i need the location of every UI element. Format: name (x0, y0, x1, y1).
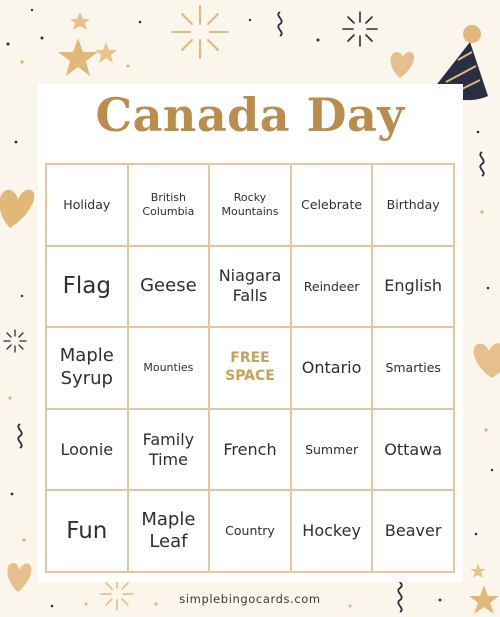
bingo-cell-label: Geese (140, 275, 197, 297)
bingo-cell-label: Rocky Mountains (221, 191, 279, 218)
bingo-cell-label: Smarties (385, 360, 441, 376)
heart-icon (7, 563, 31, 592)
bingo-cell-label: Maple Syrup (59, 345, 114, 389)
bingo-cell-label: British Columbia (142, 191, 195, 218)
bingo-cell-label: Celebrate (301, 196, 363, 212)
bingo-cell[interactable] (129, 410, 211, 492)
bingo-cell[interactable] (47, 491, 129, 573)
bingo-cell-label: Mounties (143, 361, 194, 375)
bingo-cell[interactable] (47, 247, 129, 329)
bingo-cell[interactable] (210, 247, 292, 329)
bingo-cell-label: Holiday (63, 196, 111, 212)
free-space-label: FREE SPACE (225, 350, 275, 384)
bingo-cell-label: Country (225, 523, 275, 539)
bingo-cell[interactable] (210, 491, 292, 573)
bingo-cell-label: Fun (66, 517, 108, 544)
bingo-cell[interactable] (373, 165, 455, 247)
star-icon (470, 563, 486, 578)
bingo-cell[interactable] (373, 491, 455, 573)
bingo-cell[interactable] (292, 410, 374, 492)
bingo-cell[interactable] (129, 247, 211, 329)
bingo-cell[interactable] (129, 328, 211, 410)
streamer-icon (480, 152, 483, 176)
bingo-cell[interactable] (129, 165, 211, 247)
bingo-cell-label: Niagara Falls (218, 266, 282, 306)
bingo-cell[interactable] (47, 328, 129, 410)
heart-icon (0, 190, 34, 228)
bingo-cell-label: Ontario (301, 357, 362, 377)
firework-icon (343, 12, 377, 46)
bingo-cell-label: Reindeer (303, 278, 360, 294)
bingo-cell[interactable] (47, 410, 129, 492)
bingo-cell[interactable] (292, 328, 374, 410)
bingo-cell-label: Hockey (302, 521, 361, 541)
page-title: Canada Day (95, 88, 405, 142)
heart-icon (391, 52, 414, 78)
bingo-cell-label: French (223, 439, 277, 459)
bingo-cell[interactable] (373, 328, 455, 410)
bingo-cell-label: Summer (305, 441, 359, 457)
bingo-cell-label: Flag (62, 273, 111, 300)
streamer-icon (278, 12, 281, 36)
firework-icon (4, 330, 26, 352)
bingo-cell-label: Maple Leaf (141, 508, 196, 553)
bingo-cell[interactable] (292, 165, 374, 247)
bingo-cell[interactable] (373, 247, 455, 329)
bingo-cell[interactable] (373, 410, 455, 492)
footer-credit: simplebingocards.com (179, 592, 321, 606)
bingo-cell-label: Family Time (142, 429, 195, 469)
bingo-cell-label: Loonie (60, 439, 114, 459)
sparkle-icon (172, 6, 228, 58)
bingo-cell[interactable] (210, 165, 292, 247)
star-icon (58, 38, 98, 76)
bingo-cell-label: English (384, 276, 443, 296)
heart-icon (474, 343, 500, 378)
bingo-cell-label: Birthday (386, 196, 440, 212)
star-icon (70, 12, 90, 30)
bingo-cell[interactable] (292, 247, 374, 329)
star-icon (95, 42, 117, 63)
bingo-cell-label: Beaver (384, 521, 442, 541)
bingo-cell-label: Ottawa (384, 439, 443, 459)
bingo-cell[interactable] (292, 491, 374, 573)
bingo-cell[interactable] (210, 328, 292, 410)
bingo-cell[interactable] (47, 165, 129, 247)
bingo-cell[interactable] (210, 410, 292, 492)
bingo-grid (45, 163, 455, 573)
bingo-cell[interactable] (129, 491, 211, 573)
streamer-icon (18, 424, 21, 448)
